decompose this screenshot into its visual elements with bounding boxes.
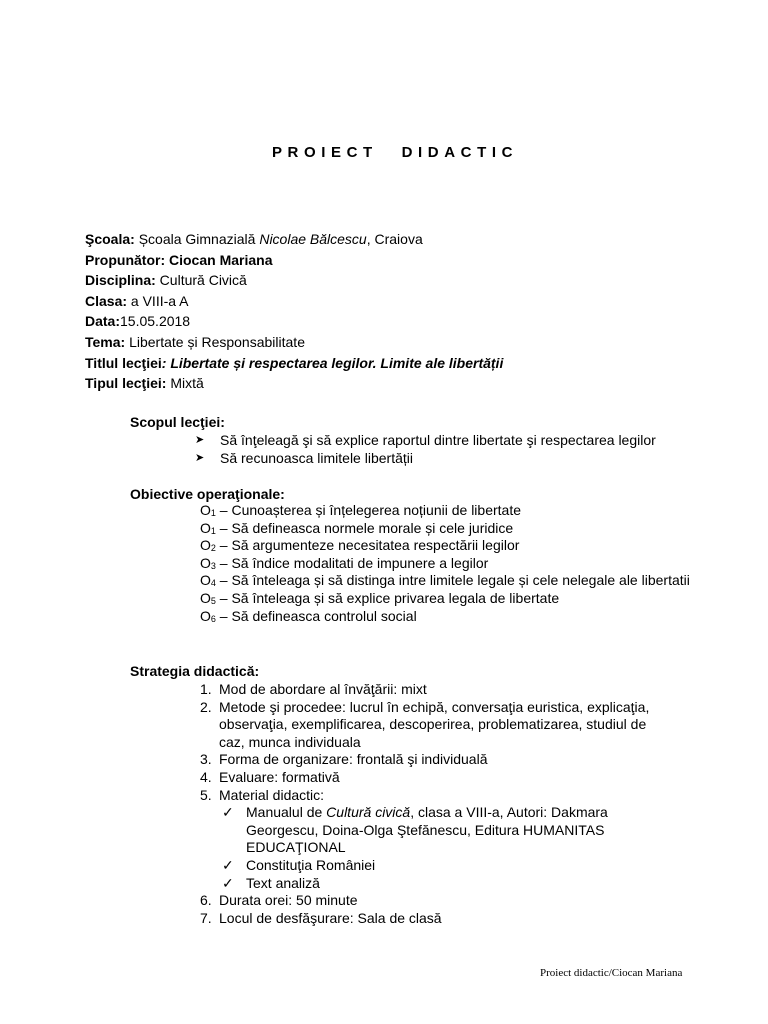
lesson-type-label: Tipul lecţiei: [85, 375, 167, 392]
objective-index: 1 [210, 525, 216, 536]
objective-item [200, 537, 700, 555]
objective-letter: O [200, 607, 211, 624]
proposer-value: Ciocan Mariana [165, 251, 273, 268]
objective-text: – Să înteleaga și să distinga intre limitele legale și cele nelegale ale libertatii [215, 572, 690, 589]
class-value: a VIII-a A [127, 292, 189, 309]
list-item [200, 769, 670, 787]
class-row [85, 291, 503, 312]
date-value: 15.05.2018 [120, 313, 191, 330]
objective-letter: O [200, 519, 211, 536]
theme-value: Libertate și Responsabilitate [125, 333, 305, 350]
list-item [195, 431, 656, 449]
item-text: Evaluare: formativă [219, 768, 340, 785]
list-item [200, 892, 670, 910]
checkmark-icon: ✓ [222, 804, 234, 821]
checkmark-icon: ✓ [222, 874, 234, 891]
theme-row [85, 332, 503, 353]
material-item [200, 857, 670, 875]
objective-text: – Să înteleaga și să explice privarea legala de libertate [215, 589, 560, 606]
objective-index: 3 [210, 560, 216, 571]
objective-text: – Să argumenteze necesitatea respectării legilor [215, 537, 520, 554]
class-label: Clasa: [85, 292, 128, 309]
objective-text: – Să defineasca normele morale și cele juridice [215, 519, 514, 536]
scope-item-2: Să recunoasca limitele libertății [220, 450, 413, 466]
checkmark-icon: ✓ [222, 856, 234, 873]
objective-text: – Cunoașterea și înțelegerea noțiunii de libertate [215, 502, 521, 518]
objective-item [200, 555, 700, 573]
item-number: 6. [200, 892, 212, 909]
material-manual-title: Cultură civică [326, 804, 411, 821]
list-item [200, 787, 670, 805]
material-text: Constituţia României [246, 856, 376, 873]
list-item [200, 751, 670, 769]
item-text: Forma de organizare: frontală şi individuală [219, 751, 488, 768]
item-number: 3. [200, 751, 212, 768]
item-number: 5. [200, 786, 212, 803]
lesson-type-row [85, 373, 503, 394]
school-name: Nicolae Bălcescu [259, 231, 367, 247]
item-text: Durata orei: 50 minute [219, 892, 358, 909]
list-item [200, 699, 670, 752]
item-number: 7. [200, 909, 212, 926]
list-item [200, 910, 670, 928]
objective-item [200, 502, 700, 520]
proposer-row [85, 250, 503, 271]
item-text: Locul de desfăşurare: Sala de clasă [219, 909, 442, 926]
objective-letter: O [200, 589, 211, 606]
school-row [85, 229, 503, 250]
objectives-heading: Obiective operaţionale: [130, 486, 285, 502]
objective-index: 4 [210, 578, 216, 589]
objective-item [200, 590, 700, 608]
objective-letter: O [200, 554, 211, 571]
objective-letter: O [200, 537, 211, 554]
objective-letter: O [200, 502, 211, 518]
material-text: Text analiză [246, 874, 320, 891]
material-text [246, 804, 670, 857]
item-text: Material didactic: [219, 786, 325, 803]
objective-index: 1 [210, 508, 216, 518]
info-block [85, 229, 503, 394]
proposer-label: Propunător: [85, 251, 166, 268]
item-text: Mod de abordare al învăţării: mixt [219, 681, 427, 697]
list-item [195, 449, 656, 467]
material-item [200, 804, 670, 857]
list-item [200, 681, 670, 699]
item-number: 1. [200, 681, 212, 697]
arrow-bullet-icon: ➤ [195, 452, 205, 464]
scope-item-1: Să înţeleagă şi să explice raportul dintre libertate şi respectarea legilor [220, 432, 656, 448]
item-text: Metode şi procedee: lucrul în echipă, conversaţia euristica, explicaţia, observaţia, exemplificarea, descoperirea, problematizarea, studiul de caz, munca individuala [219, 698, 650, 750]
objective-index: 5 [210, 595, 216, 606]
item-number: 4. [200, 768, 212, 785]
school-pre: Școala Gimnazială [134, 231, 260, 247]
discipline-row [85, 270, 503, 291]
material-manual-post: , clasa a VIII-a, Autori: Dakmara Georgescu, Doina-Olga Ştefănescu, Editura HUMANITAS EDUCAŢIONAL [246, 804, 608, 856]
strategy-list [200, 681, 670, 927]
objective-text: – Să îndice modalitati de impunere a legilor [215, 554, 489, 571]
school-city: , Craiova [366, 231, 423, 247]
theme-label: Tema: [85, 333, 126, 350]
page-title: PROIECT DIDACTIC [271, 144, 519, 161]
objective-index: 2 [210, 543, 216, 554]
objective-item [200, 520, 700, 538]
objective-item [200, 572, 700, 590]
date-label: Data: [85, 313, 121, 330]
arrow-bullet-icon: ➤ [195, 434, 205, 446]
date-row [85, 311, 503, 332]
lesson-type-value: Mixtă [166, 375, 204, 392]
objective-index: 6 [210, 613, 216, 624]
page-footer: Proiect didactic/Ciocan Mariana [540, 967, 683, 979]
material-item [200, 875, 670, 893]
material-manual-pre: Manualul de [246, 804, 327, 821]
objective-text: – Să defineasca controlul social [215, 607, 417, 624]
objective-letter: O [200, 572, 211, 589]
discipline-label: Disciplina: [85, 272, 156, 289]
scope-list [195, 431, 656, 467]
item-number: 2. [200, 698, 212, 715]
lesson-title-row [85, 353, 503, 374]
scope-heading: Scopul lecţiei: [130, 414, 225, 430]
lesson-title-value: : Libertate și respectarea legilor. Limite ale libertății [161, 354, 504, 371]
lesson-title-label: Titlul lecţiei [85, 354, 162, 371]
discipline-value: Cultură Civică [155, 272, 247, 289]
objectives-list [200, 502, 700, 625]
objective-item [200, 608, 700, 626]
strategy-heading: Strategia didactică: [130, 663, 260, 679]
school-label: Şcoala: [85, 231, 135, 247]
